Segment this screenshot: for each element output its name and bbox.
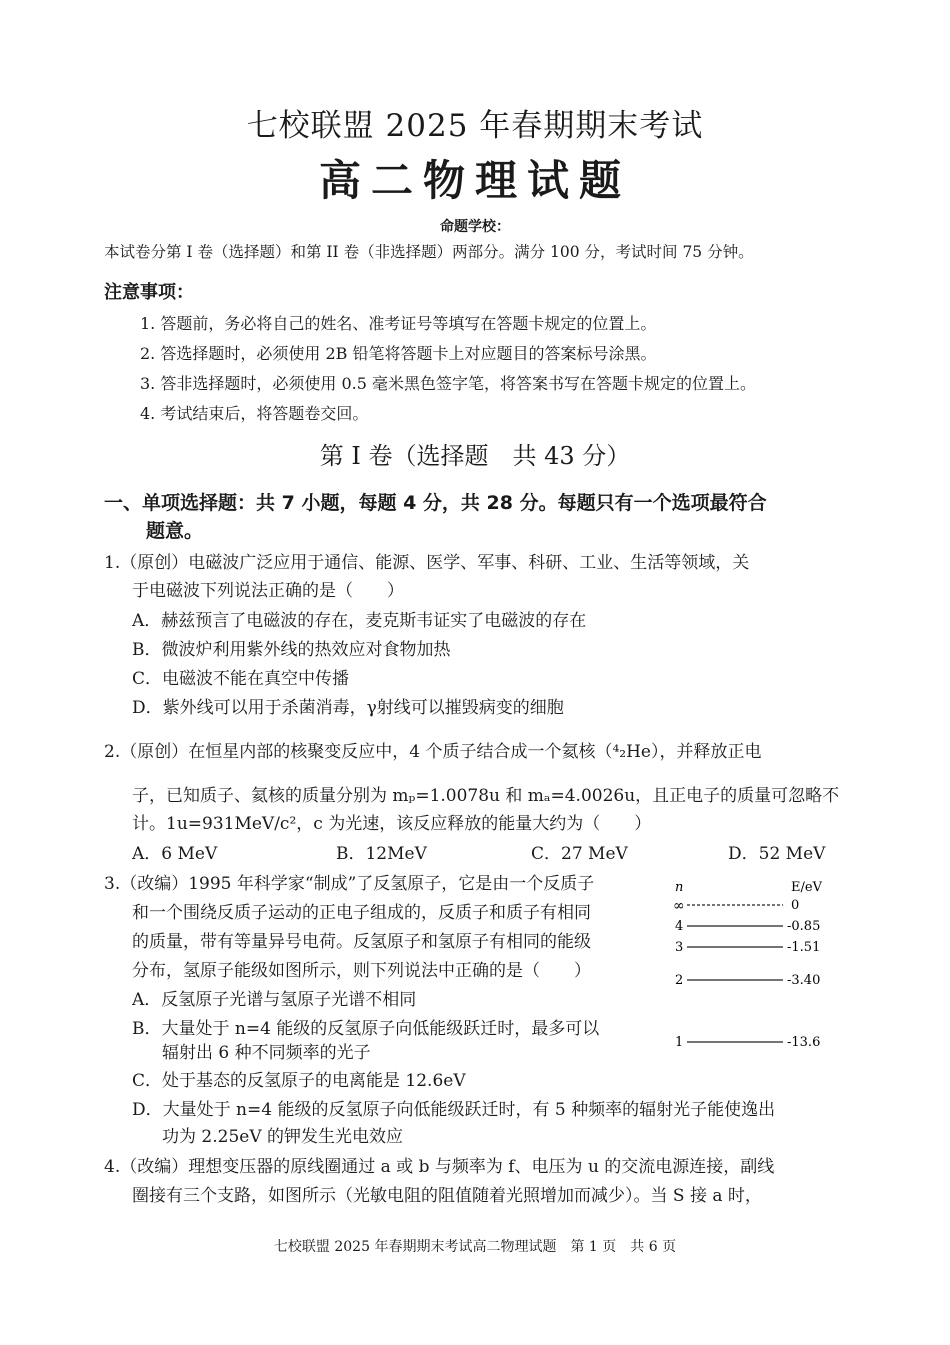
question-3-stem-cont: 分布，氢原子能级如图所示，则下列说法中正确的是（ ）	[132, 961, 591, 981]
question-3-option-b-cont: 辐射出 6 种不同频率的光子	[162, 1043, 371, 1063]
notice-item: 3. 答非选择题时，必须使用 0.5 毫米黑色签字笔，将答案书写在答题卡规定的位置上。	[140, 374, 756, 393]
question-3-option-a: A．反氢原子光谱与氢原子光谱不相同	[132, 990, 417, 1010]
exam-intro: 本试卷分第 I 卷（选择题）和第 II 卷（非选择题）两部分。满分 100 分，考试时间 75 分钟。	[104, 243, 754, 261]
level-e-label: 0	[791, 898, 800, 913]
question-2-stem-cont: 子，已知质子、氦核的质量分别为 mₚ=1.0078u 和 mₐ=4.0026u，且正电子的质量可忽略不	[132, 786, 840, 806]
question-2-stem-cont2: 计。1u=931MeV/c²，c 为光速，该反应释放的能量大约为（ ）	[132, 814, 652, 834]
question-3-stem-cont: 的质量，带有等量异号电荷。反氢原子和氢原子有相同的能级	[132, 932, 591, 952]
level-n-label: 3	[675, 940, 684, 955]
subject-title: 高二物理试题	[318, 156, 631, 205]
section-title: 第 I 卷（选择题 共 43 分）	[319, 442, 631, 470]
level-n-label: ∞	[673, 898, 685, 914]
diagram-e-label: E/eV	[791, 880, 822, 895]
energy-level-diagram	[665, 876, 855, 1056]
question-1-option-c: C．电磁波不能在真空中传播	[132, 669, 350, 689]
level-e-label: -1.51	[787, 940, 821, 955]
question-2-stem: 2.（原创）在恒星内部的核聚变反应中，4 个质子结合成一个氦核（⁴₂He），并释放正电	[104, 742, 762, 762]
question-3-stem: 3.（改编）1995 年科学家“制成”了反氢原子，它是由一个反质子	[104, 874, 595, 894]
page-footer: 七校联盟 2025 年春期期末考试高二物理试题 第 1 页 共 6 页	[273, 1239, 677, 1255]
level-n-label: 2	[675, 973, 684, 988]
question-1-option-a: A．赫兹预言了电磁波的存在，麦克斯韦证实了电磁波的存在	[132, 611, 587, 631]
diagram-n-label: n	[675, 880, 684, 895]
question-4-stem: 4.（改编）理想变压器的原线圈通过 a 或 b 与频率为 f、电压为 u 的交流电源连接，副线	[104, 1157, 775, 1177]
level-n-label: 1	[675, 1035, 684, 1050]
question-2-option-b: B．12MeV	[336, 844, 427, 864]
question-3-option-d: D．大量处于 n=4 能级的反氢原子向低能级跃迁时，有 5 种频率的辐射光子能使逸出	[132, 1100, 776, 1120]
question-3-option-c: C．处于基态的反氢原子的电离能是 12.6eV	[132, 1071, 466, 1091]
question-4-stem-cont: 圈接有三个支路，如图所示（光敏电阻的阻值随着光照增加而减少）。当 S 接 a 时，	[132, 1186, 762, 1206]
question-2-option-c: C．27 MeV	[531, 844, 628, 864]
level-e-label: -13.6	[787, 1035, 821, 1050]
question-2-option-d: D．52 MeV	[728, 844, 826, 864]
question-1-option-d: D．紫外线可以用于杀菌消毒，γ射线可以摧毁病变的细胞	[132, 698, 564, 718]
notice-item: 4. 考试结束后，将答题卷交回。	[140, 404, 369, 423]
level-e-label: -0.85	[787, 919, 821, 934]
question-1-stem: 1.（原创）电磁波广泛应用于通信、能源、医学、军事、科研、工业、生活等领域，关	[104, 553, 750, 573]
question-3-option-d-cont: 功为 2.25eV 的钾发生光电效应	[162, 1127, 403, 1147]
notice-item: 1. 答题前，务必将自己的姓名、准考证号等填写在答题卡规定的位置上。	[140, 314, 657, 333]
question-1-option-b: B．微波炉利用紫外线的热效应对食物加热	[132, 640, 451, 660]
exam-title: 七校联盟 2025 年春期期末考试	[246, 108, 704, 144]
level-n-label: 4	[675, 919, 684, 934]
notice-heading: 注意事项：	[104, 282, 194, 303]
level-e-label: -3.40	[787, 973, 821, 988]
notice-item: 2. 答选择题时，必须使用 2B 铅笔将答题卡上对应题目的答案标号涂黑。	[140, 344, 657, 363]
question-3-stem-cont: 和一个围绕反质子运动的正电子组成的，反质子和质子有相同	[132, 903, 591, 923]
question-3-option-b: B．大量处于 n=4 能级的反氢原子向低能级跃迁时，最多可以	[132, 1019, 600, 1039]
part-heading: 一、单项选择题：共 7 小题，每题 4 分，共 28 分。每题只有一个选项最符合	[104, 492, 767, 514]
part-heading-cont: 题意。	[146, 520, 204, 542]
school-label: 命题学校：	[440, 219, 510, 235]
question-1-stem-cont: 于电磁波下列说法正确的是（ ）	[132, 581, 404, 601]
question-2-option-a: A．6 MeV	[132, 844, 218, 864]
